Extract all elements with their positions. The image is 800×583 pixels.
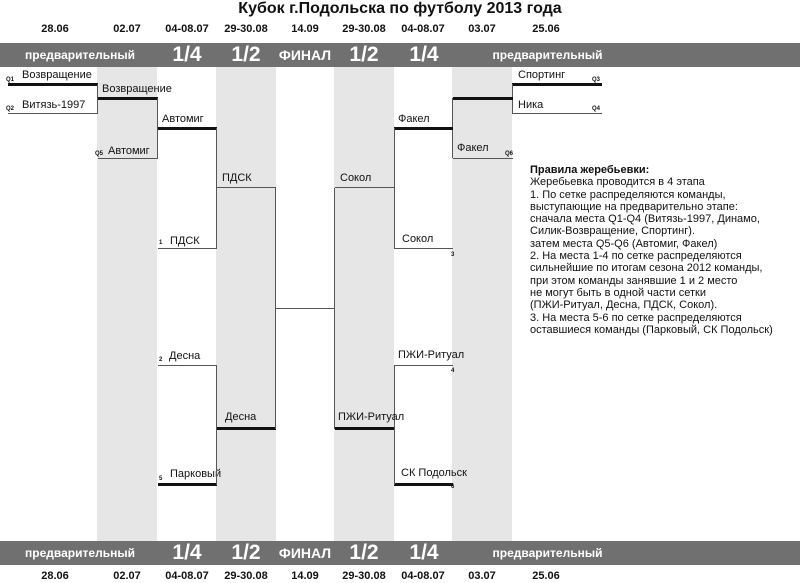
column-stripe-sf-left bbox=[216, 45, 276, 545]
bracket-connector-sf-top-right bbox=[394, 128, 395, 248]
header-final: ФИНАЛ bbox=[278, 47, 332, 63]
bracket-line-seed6 bbox=[394, 483, 453, 486]
team-q3: Спортинг bbox=[518, 69, 566, 81]
date-top-5: 14.09 bbox=[291, 23, 319, 35]
slot-label-seed4: 4 bbox=[451, 368, 455, 374]
header-qf-right: 1/4 bbox=[409, 541, 439, 564]
draw-rules-line: (ПЖИ-Ритуал, Десна, ПДСК, Сокол). bbox=[530, 299, 718, 312]
date-bottom-4: 29-30.08 bbox=[224, 570, 268, 582]
draw-rules-line: 2. На места 1-4 по сетке распределяются bbox=[530, 250, 742, 263]
team-seed3: Сокол bbox=[402, 233, 434, 245]
team-seed4: ПЖИ-Ритуал bbox=[398, 349, 465, 361]
team-sf-top-right: Сокол bbox=[340, 172, 372, 184]
team-q2: Витязь-1997 bbox=[22, 99, 86, 111]
date-top-9: 25.06 bbox=[532, 23, 560, 35]
header-prelim-left: предварительный bbox=[25, 48, 135, 62]
date-top-6: 29-30.08 bbox=[342, 23, 386, 35]
bracket-line-sf-top-right bbox=[335, 187, 394, 188]
bracket-line-q5 bbox=[98, 158, 158, 159]
draw-rules-title: Правила жеребьевки: bbox=[530, 164, 650, 176]
team-q6: Факел bbox=[457, 142, 489, 154]
team-qf-top-winner-right: Факел bbox=[398, 113, 430, 125]
round-header-bottom bbox=[0, 541, 800, 565]
slot-label-q5: Q5 bbox=[95, 151, 104, 157]
team-qf-top-winner-left: Автомиг bbox=[162, 113, 204, 125]
slot-label-q1: Q1 bbox=[6, 77, 15, 83]
slot-label-q2: Q2 bbox=[6, 106, 15, 112]
draw-rules-line: оставшиеся команды (Парковый, СК Подольск) bbox=[530, 323, 773, 336]
date-bottom-7: 04-08.07 bbox=[401, 570, 445, 582]
page-title: Кубок г.Подольска по футболу 2013 года bbox=[238, 0, 562, 17]
draw-rules-line: Жеребьевка проводится в 4 этапа bbox=[530, 176, 705, 189]
bracket-line-qf-top-winner-left bbox=[158, 127, 217, 130]
team-sf-bottom-left: Десна bbox=[225, 411, 257, 423]
slot-label-seed6: 6 bbox=[451, 484, 455, 490]
slot-label-seed2: 2 bbox=[159, 357, 163, 363]
bracket-connector-sf-top-left bbox=[216, 128, 217, 248]
date-bottom-5: 14.09 bbox=[291, 570, 319, 582]
team-seed1: ПДСК bbox=[170, 235, 200, 247]
column-stripe-sf-right bbox=[334, 45, 394, 545]
draw-rules-line: выступающие на предварительно этапе: bbox=[530, 200, 738, 213]
date-top-1: 28.06 bbox=[41, 23, 69, 35]
date-top-7: 04-08.07 bbox=[401, 23, 445, 35]
round-header-top bbox=[0, 43, 800, 67]
slot-label-seed5: 5 bbox=[159, 476, 163, 482]
draw-rules-line: при этом команды занявшие 1 и 2 место bbox=[530, 274, 738, 287]
draw-rules-line: 3. На места 5-6 по сетке распределяются bbox=[530, 311, 742, 324]
date-bottom-8: 03.07 bbox=[468, 570, 496, 582]
date-bottom-9: 25.06 bbox=[532, 570, 560, 582]
header-final: ФИНАЛ bbox=[278, 545, 332, 561]
header-qf-right: 1/4 bbox=[409, 43, 439, 66]
team-q5: Автомиг bbox=[108, 145, 150, 157]
team-sf-bottom-right: ПЖИ-Ритуал bbox=[338, 411, 405, 423]
draw-rules-line: сначала места Q1-Q4 (Витязь-1997, Динамо, bbox=[530, 213, 760, 226]
draw-rules bbox=[530, 164, 798, 336]
bracket-line-qf-top-winner-right bbox=[394, 127, 453, 130]
draw-rules-line: Силик-Возвращение, Спортинг). bbox=[530, 225, 695, 238]
team-seed2: Десна bbox=[169, 350, 201, 362]
header-qf-left: 1/4 bbox=[172, 43, 202, 66]
slot-label-seed3: 3 bbox=[451, 252, 455, 258]
team-seed6: СК Подольск bbox=[401, 467, 467, 479]
slot-label-q3: Q3 bbox=[592, 77, 601, 83]
bracket-line-seed5 bbox=[158, 483, 217, 486]
date-top-8: 03.07 bbox=[468, 23, 496, 35]
draw-rules-line: затем места Q5-Q6 (Автомиг, Факел) bbox=[530, 237, 718, 250]
bracket-line-q6 bbox=[453, 158, 513, 159]
bracket-line-q2 bbox=[8, 113, 98, 114]
date-bottom-2: 02.07 bbox=[113, 570, 141, 582]
bracket-line-seed3 bbox=[394, 248, 453, 249]
bracket-connector-sf-bottom-right bbox=[394, 365, 395, 485]
header-prelim-right: предварительный bbox=[492, 48, 603, 62]
header-sf-left: 1/2 bbox=[231, 43, 261, 66]
draw-rules-line: 1. По сетке распределяются команды, bbox=[530, 188, 726, 201]
bracket-line-seed1 bbox=[158, 248, 217, 249]
bracket-line-seed2 bbox=[158, 365, 217, 366]
bracket-line-q4 bbox=[512, 113, 602, 114]
column-stripe-prelim-left bbox=[97, 45, 157, 545]
header-sf-right: 1/2 bbox=[349, 43, 379, 66]
header-sf-right: 1/2 bbox=[349, 541, 379, 564]
team-q1: Возвращение bbox=[22, 69, 92, 81]
bracket-line-prelim-winner-right bbox=[453, 97, 513, 100]
slot-label-q4: Q4 bbox=[592, 106, 601, 112]
slot-label-seed1: 1 bbox=[159, 240, 163, 246]
bracket-line-q3 bbox=[512, 83, 602, 86]
bracket-line-sf-bottom-left bbox=[217, 427, 276, 430]
bracket-line-final bbox=[276, 308, 335, 309]
bracket-connector-sf-bottom-left bbox=[216, 365, 217, 485]
bracket-line-prelim-winner-left bbox=[98, 97, 158, 100]
header-prelim-right: предварительный bbox=[492, 546, 603, 560]
date-top-3: 04-08.07 bbox=[165, 23, 209, 35]
bracket-line-sf-top-left bbox=[217, 187, 276, 188]
header-prelim-left: предварительный bbox=[25, 546, 135, 560]
slot-label-q6: Q6 bbox=[505, 151, 514, 157]
date-top-2: 02.07 bbox=[113, 23, 141, 35]
header-sf-left: 1/2 bbox=[231, 541, 261, 564]
date-bottom-3: 04-08.07 bbox=[165, 570, 209, 582]
date-bottom-6: 29-30.08 bbox=[342, 570, 386, 582]
team-seed5: Парковый bbox=[170, 468, 222, 480]
team-q4: Ника bbox=[518, 99, 544, 111]
date-top-4: 29-30.08 bbox=[224, 23, 268, 35]
bracket-line-seed4 bbox=[394, 365, 453, 366]
team-prelim-winner-left: Возвращение bbox=[102, 83, 172, 95]
draw-rules-line: сильнейшие по итогам сезона 2012 команды, bbox=[530, 262, 763, 275]
bracket-line-q1 bbox=[8, 83, 98, 86]
date-bottom-1: 28.06 bbox=[41, 570, 69, 582]
bracket-connector-final-right bbox=[334, 188, 335, 429]
team-sf-top-left: ПДСК bbox=[222, 172, 252, 184]
draw-rules-line: не могут быть в одной части сетки bbox=[530, 286, 706, 299]
header-qf-left: 1/4 bbox=[172, 541, 202, 564]
bracket-line-sf-bottom-right bbox=[335, 427, 394, 430]
